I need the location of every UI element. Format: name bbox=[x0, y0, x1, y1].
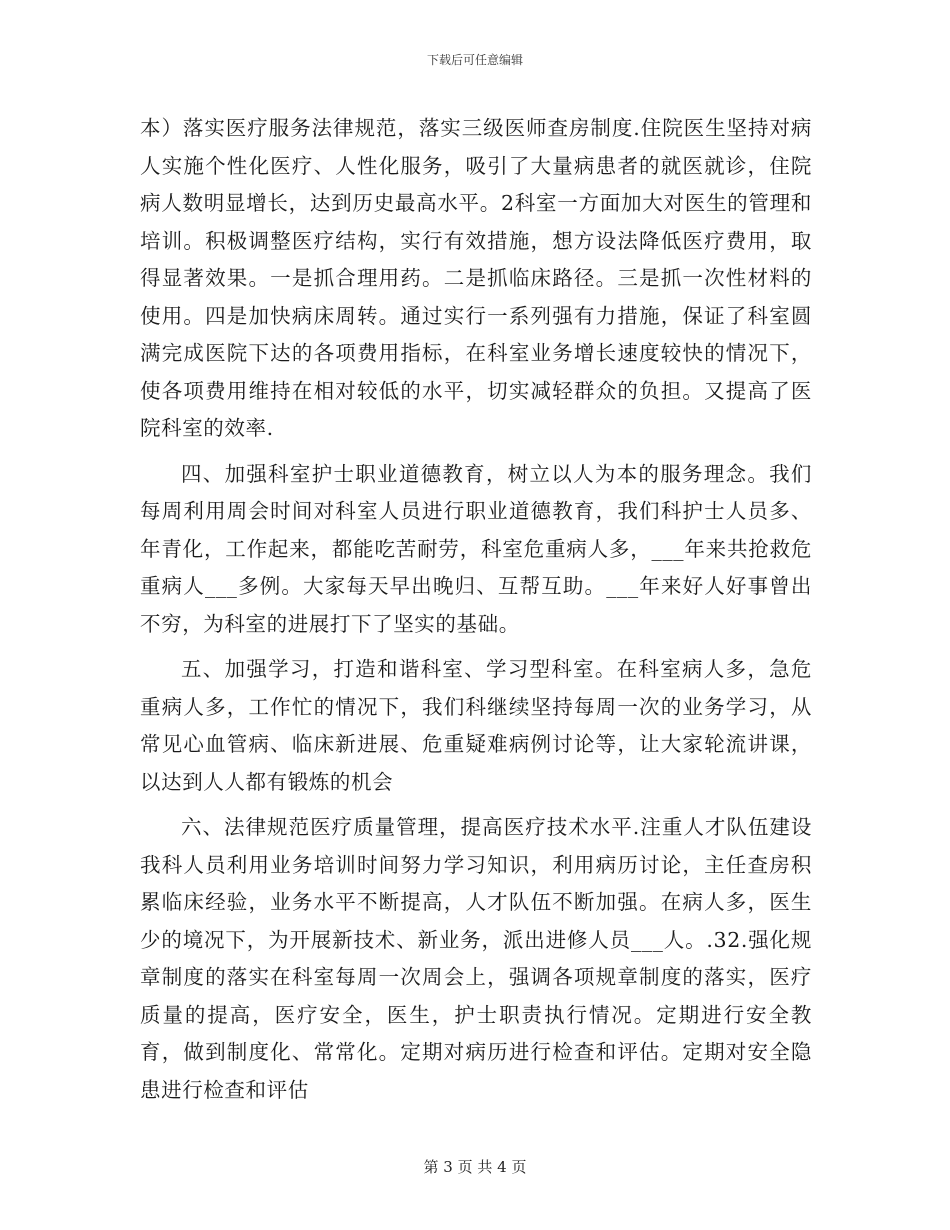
document-body bbox=[140, 110, 812, 1117]
paragraph-section-5: 五、加强学习，打造和谐科室、学习型科室。在科室病人多，急危重病人多，工作忙的情况下，我们科继续坚持每周一次的业务学习，从常见心血管病、临床新进展、危重疑难病例讨论等，让大家轮流讲课，以达到人人都有锻炼的机会 bbox=[140, 657, 812, 794]
paragraph-continuation: 本）落实医疗服务法律规范，落实三级医师查房制度.住院医生坚持对病人实施个性化医疗、人性化服务，吸引了大量病患者的就医就诊，住院病人数明显增长，达到历史最高水平。2科室一方面加大对医生的管理和培训。积极调整医疗结构，实行有效措施，想方设法降低医疗费用，取得显著效果。一是抓合理用药。二是抓临床路径。三是抓一次性材料的使用。四是加快病床周转。通过实行一系列强有力措施，保证了科室圆满完成医院下达的各项费用指标，在科室业务增长速度较快的情况下，使各项费用维持在相对较低的水平，切实减轻群众的负担。又提高了医院科室的效率. bbox=[140, 116, 812, 440]
page-header: 下载后可任意编辑 bbox=[426, 53, 523, 67]
paragraph-section-6: 六、法律规范医疗质量管理，提高医疗技术水平.注重人才队伍建设我科人员利用业务培训时间努力学习知识，利用病历讨论，主任查房积累临床经验，业务水平不断提高，人才队伍不断加强。在病人多，医生少的境况下，为开展新技术、新业务，派出进修人员___人。.32.强化规章制度的落实在科室每周一次周会上，强调各项规章制度的落实，医疗质量的提高，医疗安全，医生，护士职责执行情况。定期进行安全教育，做到制度化、常常化。定期对病历进行检查和评估。定期对安全隐患进行检查和评估 bbox=[140, 815, 812, 1102]
page-footer: 第 3 页 共 4 页 bbox=[423, 1158, 527, 1176]
paragraph-section-4: 四、加强科室护士职业道德教育，树立以人为本的服务理念。我们每周利用周会时间对科室人员进行职业道德教育，我们科护士人员多、年青化，工作起来，都能吃苦耐劳，科室危重病人多，___年来共抢救危重病人___多例。大家每天早出晚归、互帮互助。___年来好人好事曾出不穷，为科室的进展打下了坚实的基础。 bbox=[140, 461, 812, 636]
